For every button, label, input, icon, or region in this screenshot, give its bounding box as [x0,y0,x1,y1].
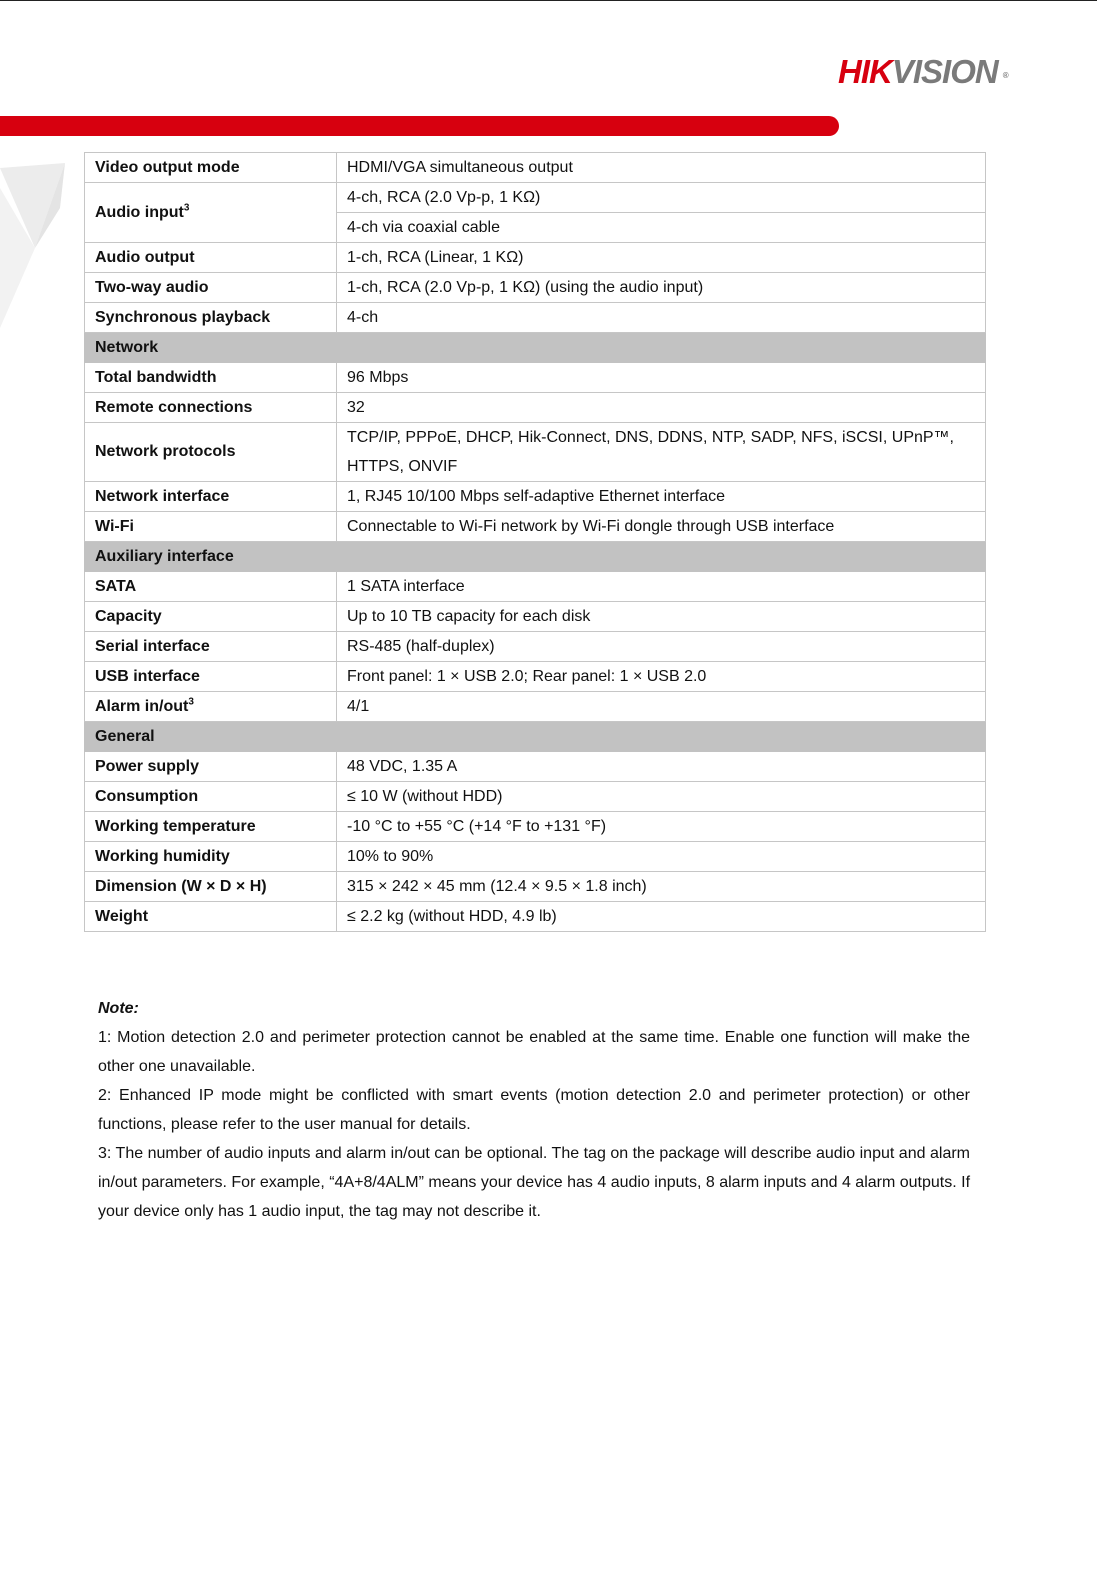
spec-label-text: Dimension (W × D × H) [95,877,267,895]
spec-label [85,872,337,902]
spec-label [85,423,337,482]
table-row [85,632,986,662]
spec-value: RS-485 (half-duplex) [337,632,986,662]
spec-label [85,393,337,423]
spec-label-text: Weight [95,907,149,925]
spec-label [85,602,337,632]
spec-label-text: Alarm in/out [95,697,189,715]
section-header-row [85,722,986,752]
spec-label-text: Wi-Fi [95,517,134,535]
spec-label-text: Total bandwidth [95,368,217,386]
spec-value: 1 SATA interface [337,572,986,602]
spec-label-text: Working humidity [95,847,230,865]
spec-label [85,512,337,542]
spec-value: 48 VDC, 1.35 A [337,752,986,782]
spec-label [85,363,337,393]
spec-label [85,303,337,333]
note-item: 2: Enhanced IP mode might be conflicted with smart events (motion detection 2.0 and perimeter protection) or other functions, please refer to the user manual for details. [98,1087,970,1133]
spec-value: HDMI/VGA simultaneous output [337,153,986,183]
spec-label [85,632,337,662]
section-header: Auxiliary interface [85,542,986,572]
watermark-logo-icon [0,148,70,338]
table-row [85,273,986,303]
table-row [85,752,986,782]
spec-label-text: Working temperature [95,817,256,835]
spec-value: 96 Mbps [337,363,986,393]
spec-label-text: SATA [95,577,137,595]
spec-value: 10% to 90% [337,842,986,872]
specification-table [84,152,986,932]
spec-value: 1, RJ45 10/100 Mbps self-adaptive Ethernet interface [337,482,986,512]
table-row [85,692,986,722]
specification-table-body [85,153,986,932]
table-row [85,602,986,632]
table-row [85,782,986,812]
spec-label [85,812,337,842]
spec-label-text: USB interface [95,667,200,685]
table-row [85,512,986,542]
spec-label-text: Consumption [95,787,199,805]
section-header-row [85,542,986,572]
spec-value: -10 °C to +55 °C (+14 °F to +131 °F) [337,812,986,842]
spec-label [85,183,337,243]
spec-label-text: Audio output [95,248,195,266]
spec-value: 4-ch via coaxial cable [337,213,986,243]
spec-label [85,243,337,273]
spec-label-text: Network protocols [95,443,236,460]
spec-label [85,153,337,183]
page-top-border [0,0,1097,1]
section-header: Network [85,333,986,363]
note-item: 1: Motion detection 2.0 and perimeter protection cannot be enabled at the same time. Enable one function will make the other one unavailable. [98,1029,970,1075]
table-row [85,662,986,692]
footnote-marker: 3 [188,696,194,708]
spec-label-text: Network interface [95,487,230,505]
spec-value: 4/1 [337,692,986,722]
spec-value: TCP/IP, PPPoE, DHCP, Hik-Connect, DNS, DDNS, NTP, SADP, NFS, iSCSI, UPnP™, HTTPS, ONVIF [337,423,986,482]
table-row [85,363,986,393]
spec-label [85,752,337,782]
notes-title: Note: [98,1000,139,1017]
spec-value: 32 [337,393,986,423]
table-row [85,183,986,213]
spec-value: ≤ 2.2 kg (without HDD, 4.9 lb) [337,902,986,932]
spec-label [85,273,337,303]
spec-value: 315 × 242 × 45 mm (12.4 × 9.5 × 1.8 inch) [337,872,986,902]
spec-label-text: Capacity [95,607,162,625]
table-row [85,482,986,512]
section-header: General [85,722,986,752]
table-row [85,572,986,602]
table-row [85,812,986,842]
spec-label [85,902,337,932]
table-row [85,243,986,273]
spec-value: ≤ 10 W (without HDD) [337,782,986,812]
header-accent-bar [0,116,839,136]
spec-value: 1-ch, RCA (Linear, 1 KΩ) [337,243,986,273]
spec-label-text: Video output mode [95,158,240,176]
footnote-marker: 3 [183,202,190,214]
spec-label [85,662,337,692]
table-row [85,842,986,872]
section-header-row [85,333,986,363]
spec-value: 4-ch [337,303,986,333]
spec-label-text: Remote connections [95,398,253,416]
spec-value: 1-ch, RCA (2.0 Vp-p, 1 KΩ) (using the audio input) [337,273,986,303]
table-row [85,872,986,902]
spec-label-text: Audio input [95,203,184,221]
spec-label [85,572,337,602]
table-row [85,902,986,932]
notes-section [98,994,970,1226]
logo-text-grey: VISION [891,53,998,90]
spec-label [85,482,337,512]
spec-label-text: Serial interface [95,637,210,655]
table-row [85,303,986,333]
spec-label-text: Power supply [95,757,200,775]
spec-value: Front panel: 1 × USB 2.0; Rear panel: 1 × USB 2.0 [337,662,986,692]
spec-label-text: Synchronous playback [95,308,271,326]
spec-label-text: Two-way audio [95,278,209,296]
spec-value: Up to 10 TB capacity for each disk [337,602,986,632]
logo-text-red: HIK [838,53,892,90]
spec-value: 4-ch, RCA (2.0 Vp-p, 1 KΩ) [337,183,986,213]
hikvision-logo [838,52,1008,92]
table-row [85,393,986,423]
table-row [85,423,986,482]
spec-label [85,692,337,722]
table-row [85,153,986,183]
spec-label [85,782,337,812]
spec-label [85,842,337,872]
spec-value: Connectable to Wi-Fi network by Wi-Fi dongle through USB interface [337,512,986,542]
note-item: 3: The number of audio inputs and alarm in/out can be optional. The tag on the package will describe audio input and alarm in/out parameters. For example, “4A+8/4ALM” means your device has 4 audio inputs, 8 alarm inputs and 4 alarm outputs. If your device only has 1 audio input, the tag may not describe it. [98,1145,971,1220]
registered-mark-icon: ® [1002,71,1008,80]
